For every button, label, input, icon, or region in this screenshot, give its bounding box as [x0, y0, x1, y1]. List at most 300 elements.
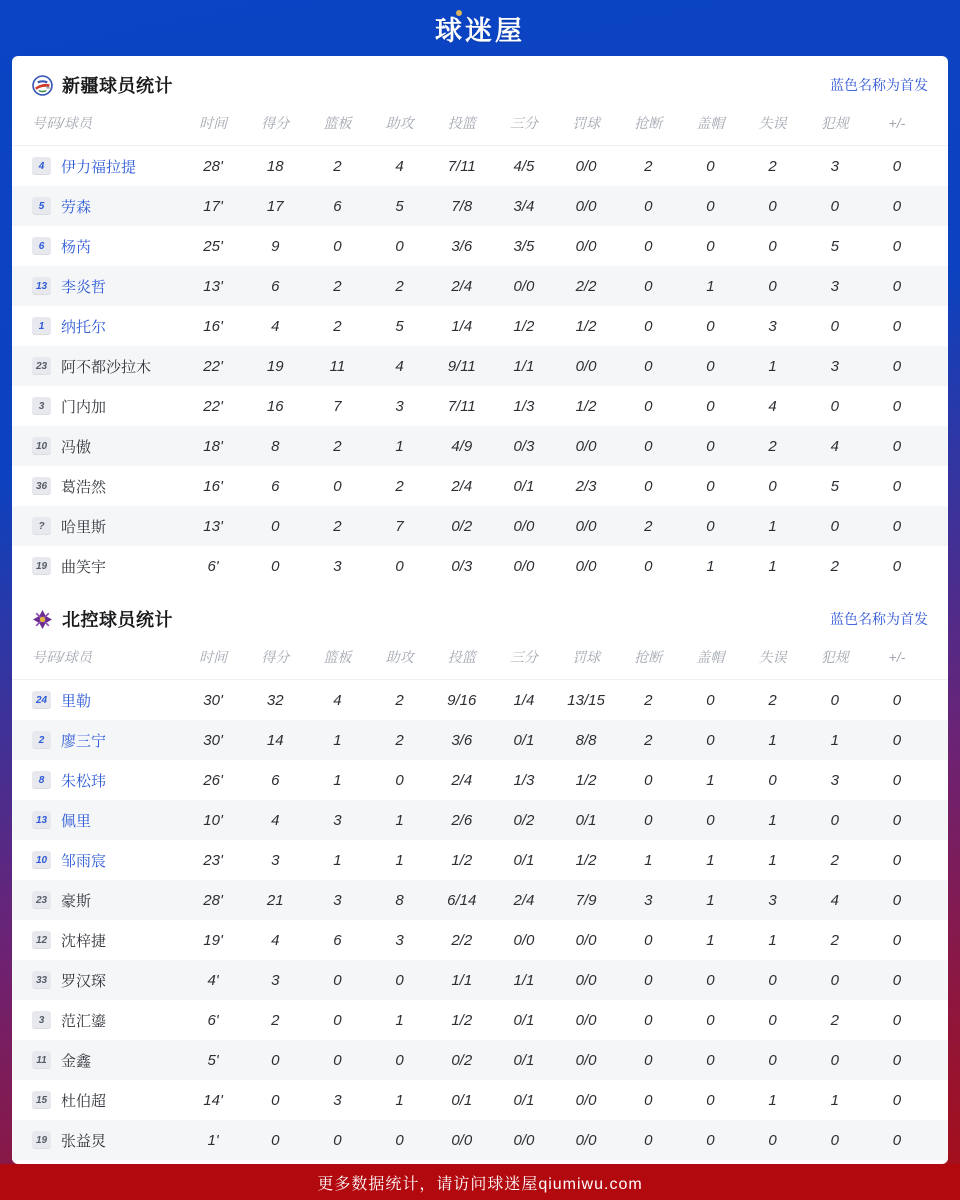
stat-cell: 0	[768, 771, 777, 789]
stat-cell: 0	[333, 1051, 342, 1069]
stat-cell: 2/2	[451, 931, 473, 949]
jersey-badge	[32, 891, 51, 909]
stat-cell: 3	[333, 811, 342, 829]
stat-cell: 9	[271, 237, 280, 255]
stat-cell: 0	[395, 557, 404, 575]
column-header: 罚球	[572, 114, 601, 131]
stat-cell: 2	[395, 277, 404, 295]
stat-cell: 3	[830, 157, 839, 175]
beikong-stats-section	[12, 586, 948, 1160]
stat-cell: 0	[644, 1051, 653, 1069]
column-header: 助攻	[385, 114, 414, 131]
stat-cell: 4	[830, 437, 839, 455]
stat-cell: 2/3	[575, 477, 597, 495]
jersey-number: ?	[38, 520, 45, 532]
stat-cell: 0	[706, 731, 715, 749]
stat-cell: 0	[706, 477, 715, 495]
starters-legend: 蓝色名称为首发	[830, 77, 928, 93]
stat-cell: 0/1	[513, 851, 535, 869]
player-cell	[32, 436, 182, 457]
stat-cell: 2	[830, 1011, 839, 1029]
jersey-badge	[32, 851, 51, 869]
stat-cell: 0	[271, 1051, 280, 1069]
stat-cell: 1	[706, 771, 715, 789]
stat-cell: 3	[644, 891, 653, 909]
stat-cell: 2	[644, 517, 653, 535]
stat-cell: 13/15	[567, 691, 605, 709]
stat-cell: 0/1	[451, 1091, 473, 1109]
player-cell	[32, 556, 182, 577]
player-cell	[32, 356, 182, 377]
stat-cell: 2	[333, 517, 342, 535]
player-row	[12, 1120, 948, 1160]
stat-cell: 4'	[207, 971, 219, 989]
column-header-row	[12, 634, 948, 680]
stat-cell: 0	[768, 197, 777, 215]
player-name: 张益炅	[61, 1132, 107, 1150]
stat-cell: 1/1	[513, 357, 535, 375]
stat-cell: 0	[830, 971, 839, 989]
stat-cell: 1	[768, 851, 777, 869]
stat-cell: 3	[271, 851, 280, 869]
stat-cell: 0	[892, 771, 902, 789]
section-header	[12, 604, 948, 634]
stat-cell: 0	[892, 277, 902, 295]
stat-cell: 0/0	[451, 1131, 473, 1149]
team-title: 新疆球员统计	[62, 76, 173, 96]
stat-cell: 0	[644, 277, 653, 295]
stat-cell: 7/11	[447, 157, 476, 175]
stat-cell: 0	[644, 1131, 653, 1149]
player-row	[12, 880, 948, 920]
player-row	[12, 920, 948, 960]
stat-cell: 3	[333, 557, 342, 575]
stat-cell: 21	[266, 891, 284, 909]
stat-cell: 1/3	[513, 771, 535, 789]
stat-cell: 0	[892, 1051, 902, 1069]
stat-cell: 0	[644, 931, 653, 949]
stat-cell: 0	[644, 437, 653, 455]
stat-cell: 0	[892, 891, 902, 909]
stat-cell: 0	[768, 971, 777, 989]
xinjiang-stats-section	[12, 56, 948, 586]
jersey-badge	[32, 237, 51, 255]
stat-cell: 1/3	[513, 397, 535, 415]
player-name: 沈梓捷	[61, 932, 107, 950]
stat-cell: 1	[333, 731, 342, 749]
stat-cell: 5	[395, 317, 404, 335]
stat-cell: 0	[395, 971, 404, 989]
stat-cell: 17'	[203, 197, 223, 215]
stat-cell: 4	[271, 811, 280, 829]
stat-cell: 2	[395, 691, 404, 709]
stat-cell: 1	[768, 931, 777, 949]
stat-cell: 0	[644, 971, 653, 989]
stat-cell: 2	[768, 437, 777, 455]
jersey-number: 10	[35, 440, 48, 452]
stat-cell: 1	[830, 731, 839, 749]
stat-cell: 1/2	[575, 317, 597, 335]
column-header: 篮板	[323, 648, 352, 665]
stat-cell: 0/0	[513, 931, 535, 949]
jersey-badge	[32, 557, 51, 575]
stat-cell: 0	[830, 1051, 839, 1069]
stat-cell: 1	[644, 851, 653, 869]
stat-cell: 1/2	[513, 317, 535, 335]
column-header: 投篮	[447, 114, 476, 131]
stat-cell: 1/2	[575, 397, 597, 415]
stat-cell: 0	[830, 517, 839, 535]
jersey-badge	[32, 731, 51, 749]
jersey-badge	[32, 477, 51, 495]
stat-cell: 6	[271, 771, 280, 789]
stat-cell: 6'	[207, 1011, 219, 1029]
stat-cell: 0/0	[575, 1051, 597, 1069]
stat-cell: 0	[892, 1011, 902, 1029]
column-header: +/-	[888, 648, 906, 665]
stat-cell: 0	[706, 157, 715, 175]
jersey-badge	[32, 397, 51, 415]
player-row	[12, 680, 948, 720]
stat-cell: 4	[830, 891, 839, 909]
stat-cell: 0	[768, 1051, 777, 1069]
player-name: 哈里斯	[61, 518, 107, 536]
stat-cell: 16	[266, 397, 284, 415]
player-row	[12, 266, 948, 306]
stat-cell: 2	[395, 477, 404, 495]
player-row	[12, 1000, 948, 1040]
stat-cell: 0	[644, 1091, 653, 1109]
stat-cell: 2	[768, 157, 777, 175]
column-header: 号码/球员	[32, 648, 92, 665]
jersey-badge	[32, 157, 51, 175]
stat-cell: 1	[768, 517, 777, 535]
stat-cell: 0/1	[513, 1051, 535, 1069]
beikong-team-logo	[32, 609, 53, 630]
column-header: 三分	[509, 648, 538, 665]
column-header: 盖帽	[696, 648, 725, 665]
stat-cell: 13'	[203, 517, 223, 535]
jersey-number: 23	[35, 894, 48, 906]
jersey-badge	[32, 691, 51, 709]
stat-cell: 0/0	[513, 1131, 535, 1149]
player-name: 范汇鎏	[61, 1012, 107, 1030]
stat-cell: 11	[329, 357, 346, 375]
stat-cell: 0	[892, 731, 902, 749]
player-row	[12, 426, 948, 466]
player-cell	[32, 970, 182, 991]
stat-cell: 0/2	[513, 811, 535, 829]
stat-cell: 8	[271, 437, 280, 455]
stat-cell: 3/4	[513, 197, 535, 215]
stat-cell: 22'	[203, 397, 223, 415]
stat-cell: 6	[271, 277, 280, 295]
stat-cell: 0	[706, 1051, 715, 1069]
jersey-number: 10	[35, 854, 48, 866]
player-cell	[32, 1130, 182, 1151]
player-row	[12, 840, 948, 880]
stat-cell: 6/14	[447, 891, 477, 909]
stat-cell: 4	[271, 317, 280, 335]
player-cell	[32, 396, 182, 417]
stat-cell: 2	[644, 157, 653, 175]
column-header: 抢断	[634, 648, 663, 665]
player-name: 纳托尔	[61, 318, 107, 336]
stat-cell: 23'	[203, 851, 223, 869]
stat-cell: 2/4	[513, 891, 535, 909]
stat-cell: 1	[333, 771, 342, 789]
jersey-number: 3	[38, 1014, 45, 1026]
stat-cell: 0	[892, 1091, 902, 1109]
stat-cell: 5	[830, 477, 839, 495]
stat-cell: 19'	[203, 931, 223, 949]
stat-cell: 0	[892, 317, 902, 335]
player-row	[12, 226, 948, 266]
column-header: 抢断	[634, 114, 663, 131]
jersey-badge	[32, 517, 51, 535]
column-header: +/-	[888, 114, 906, 131]
stat-cell: 0	[892, 691, 902, 709]
stat-cell: 0/0	[513, 277, 535, 295]
jersey-number: 1	[38, 320, 45, 332]
player-name: 金鑫	[61, 1052, 92, 1070]
player-name: 豪斯	[61, 892, 92, 910]
stat-cell: 0	[644, 477, 653, 495]
stat-cell: 2	[333, 437, 342, 455]
stat-cell: 0	[644, 557, 653, 575]
stat-cell: 1/4	[451, 317, 473, 335]
stat-cell: 1/2	[451, 1011, 473, 1029]
column-header: 盖帽	[696, 114, 725, 131]
stat-cell: 0	[892, 971, 902, 989]
stat-cell: 4	[768, 397, 777, 415]
stat-cell: 3/6	[451, 237, 473, 255]
player-cell	[32, 730, 182, 751]
stat-cell: 0/0	[575, 557, 597, 575]
jersey-badge	[32, 1011, 51, 1029]
stat-cell: 0	[271, 1091, 280, 1109]
column-header: 失误	[758, 114, 787, 131]
player-rows	[12, 146, 948, 586]
stat-cell: 2	[830, 931, 839, 949]
stat-cell: 0	[333, 477, 342, 495]
player-name: 葛浩然	[61, 478, 107, 496]
jersey-badge	[32, 1051, 51, 1069]
stat-cell: 0/0	[575, 157, 597, 175]
jersey-number: 4	[38, 160, 45, 172]
stat-cell: 0	[333, 971, 342, 989]
player-row	[12, 346, 948, 386]
stat-cell: 4	[271, 931, 280, 949]
jersey-badge	[32, 1091, 51, 1109]
jersey-badge	[32, 357, 51, 375]
stat-cell: 0	[644, 811, 653, 829]
stat-cell: 6	[271, 477, 280, 495]
stat-cell: 0	[892, 931, 902, 949]
stat-cell: 0/0	[575, 237, 597, 255]
player-name: 佩里	[61, 812, 92, 830]
stat-cell: 0/0	[575, 971, 597, 989]
stat-cell: 7/11	[447, 397, 476, 415]
stat-cell: 0	[892, 157, 902, 175]
player-row	[12, 800, 948, 840]
stat-cell: 2	[395, 731, 404, 749]
stat-cell: 4	[333, 691, 342, 709]
player-cell	[32, 930, 182, 951]
section-header	[12, 70, 948, 100]
stat-cell: 0/1	[513, 731, 535, 749]
stat-cell: 26'	[203, 771, 223, 789]
player-name: 冯傲	[61, 438, 92, 456]
stat-cell: 3	[830, 277, 839, 295]
stat-cell: 0	[892, 557, 902, 575]
stat-cell: 7/8	[451, 197, 473, 215]
stat-cell: 3	[395, 931, 404, 949]
player-cell	[32, 810, 182, 831]
stat-cell: 2/4	[451, 477, 473, 495]
jersey-badge	[32, 811, 51, 829]
xinjiang-team-logo	[32, 75, 53, 96]
stat-cell: 3	[768, 317, 777, 335]
stat-cell: 0	[395, 1131, 404, 1149]
stat-cell: 0	[892, 437, 902, 455]
brand-logo: 球迷屋	[435, 9, 525, 48]
jersey-number: 3	[38, 400, 45, 412]
player-name: 劳森	[61, 198, 92, 216]
stat-cell: 0/0	[575, 517, 597, 535]
stat-cell: 0	[768, 1011, 777, 1029]
player-cell	[32, 770, 182, 791]
player-row	[12, 306, 948, 346]
stat-cell: 6	[333, 197, 342, 215]
stat-cell: 3	[830, 771, 839, 789]
stat-cell: 2	[644, 731, 653, 749]
player-name: 朱松玮	[61, 772, 107, 790]
stat-cell: 6	[333, 931, 342, 949]
player-row	[12, 146, 948, 186]
column-header: 得分	[261, 648, 290, 665]
stat-cell: 28'	[203, 157, 223, 175]
stat-cell: 13'	[203, 277, 223, 295]
stat-cell: 0/0	[513, 557, 535, 575]
stat-cell: 8	[395, 891, 404, 909]
player-row	[12, 1080, 948, 1120]
stat-cell: 4	[395, 357, 404, 375]
player-row	[12, 186, 948, 226]
player-cell	[32, 276, 182, 297]
player-name: 门内加	[61, 398, 107, 416]
team-title: 北控球员统计	[62, 610, 173, 630]
stat-cell: 0	[271, 557, 280, 575]
player-row	[12, 466, 948, 506]
player-row	[12, 960, 948, 1000]
stat-cell: 1	[706, 891, 715, 909]
jersey-badge	[32, 971, 51, 989]
stat-cell: 0/0	[575, 357, 597, 375]
jersey-number: 23	[35, 360, 48, 372]
stat-cell: 7	[395, 517, 404, 535]
player-cell	[32, 690, 182, 711]
jersey-badge	[32, 931, 51, 949]
stat-cell: 0	[768, 477, 777, 495]
top-bar	[0, 0, 960, 56]
stat-cell: 0	[706, 811, 715, 829]
stat-cell: 0	[892, 477, 902, 495]
stat-cell: 1/2	[575, 771, 597, 789]
player-cell	[32, 476, 182, 497]
stat-cell: 0	[768, 1131, 777, 1149]
stat-cell: 0	[706, 197, 715, 215]
stat-cell: 2/4	[451, 277, 473, 295]
stat-cell: 8/8	[575, 731, 597, 749]
column-header: 篮板	[323, 114, 352, 131]
stat-cell: 0	[706, 691, 715, 709]
stat-cell: 3	[830, 357, 839, 375]
stat-cell: 18	[266, 157, 284, 175]
player-cell	[32, 1050, 182, 1071]
player-row	[12, 506, 948, 546]
jersey-number: 11	[36, 1054, 47, 1066]
stat-cell: 0	[706, 237, 715, 255]
column-header: 得分	[261, 114, 290, 131]
stat-cell: 0	[706, 437, 715, 455]
stat-cell: 1	[395, 811, 404, 829]
stat-cell: 3	[395, 397, 404, 415]
stat-cell: 28'	[203, 891, 223, 909]
stat-cell: 0/2	[451, 517, 473, 535]
stat-cell: 1	[706, 557, 715, 575]
stat-cell: 1/4	[513, 691, 535, 709]
stat-cell: 0	[644, 197, 653, 215]
stat-cell: 2	[271, 1011, 280, 1029]
stat-cell: 1	[395, 851, 404, 869]
player-name: 伊力福拉提	[61, 158, 137, 176]
stat-cell: 1/1	[513, 971, 535, 989]
jersey-number: 19	[35, 560, 48, 572]
stat-cell: 0/3	[451, 557, 473, 575]
stat-cell: 0	[830, 197, 839, 215]
stat-cell: 0	[706, 317, 715, 335]
stat-cell: 1	[706, 277, 715, 295]
jersey-number: 8	[38, 774, 45, 786]
stat-cell: 0	[706, 517, 715, 535]
jersey-number: 24	[35, 694, 48, 706]
stat-cell: 0	[644, 397, 653, 415]
stat-cell: 32	[266, 691, 284, 709]
stat-cell: 0	[892, 517, 902, 535]
player-cell	[32, 850, 182, 871]
footer-banner	[0, 1164, 960, 1200]
stat-cell: 0	[644, 771, 653, 789]
stat-cell: 3	[768, 891, 777, 909]
column-header: 罚球	[572, 648, 601, 665]
stat-cell: 4/5	[513, 157, 535, 175]
player-cell	[32, 236, 182, 257]
stat-cell: 30'	[203, 691, 223, 709]
stat-cell: 14	[266, 731, 284, 749]
stat-cell: 0/1	[513, 1011, 535, 1029]
stat-cell: 0/0	[575, 1091, 597, 1109]
stat-cell: 1/2	[451, 851, 473, 869]
stat-cell: 3	[271, 971, 280, 989]
stat-cell: 2	[333, 317, 342, 335]
stat-cell: 0	[892, 357, 902, 375]
stat-cell: 0/0	[513, 517, 535, 535]
player-cell	[32, 1010, 182, 1031]
stat-cell: 4	[395, 157, 404, 175]
stat-cell: 0	[644, 317, 653, 335]
stat-cell: 3/5	[513, 237, 535, 255]
